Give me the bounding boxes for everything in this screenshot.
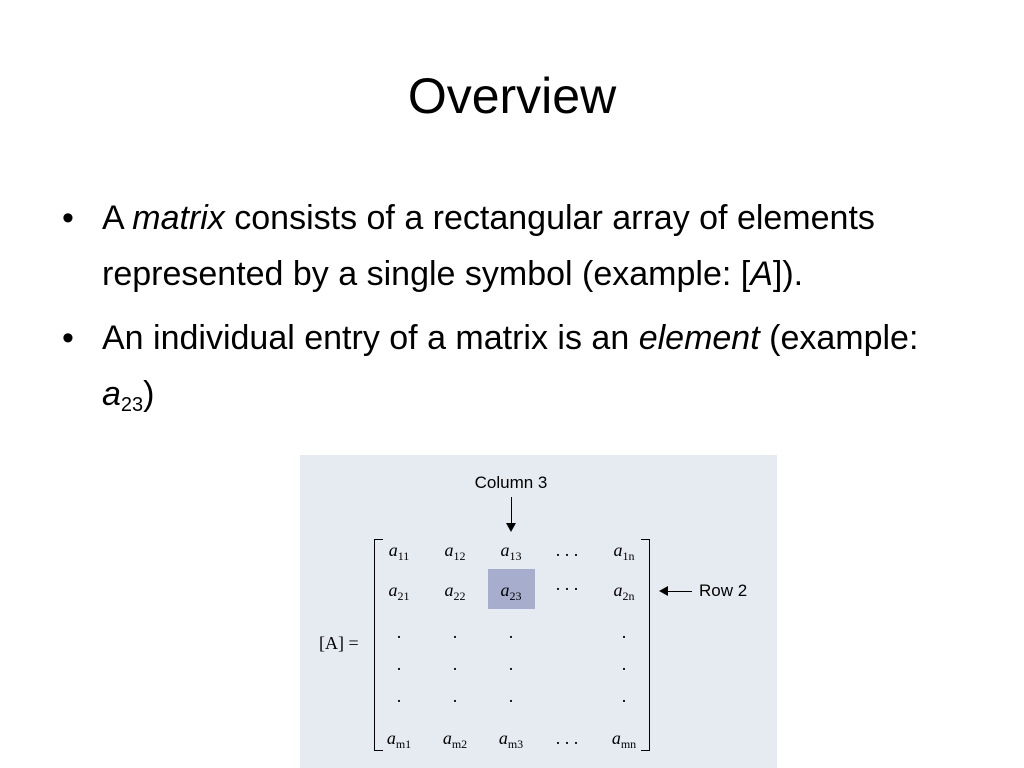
right-bracket <box>641 539 650 751</box>
matrix-element <box>431 621 479 643</box>
matrix-element <box>375 727 423 755</box>
matrix-element <box>487 685 535 707</box>
row-arrow-head <box>659 586 668 596</box>
symbol-a: a <box>102 375 121 413</box>
matrix-element <box>543 539 591 561</box>
matrix-element <box>487 539 535 567</box>
row-label: Row 2 <box>699 581 748 600</box>
matrix-element <box>600 579 648 607</box>
element-base: . <box>508 654 514 674</box>
matrix-element <box>487 579 535 607</box>
element-subscript: m2 <box>451 737 468 751</box>
matrix-element <box>487 727 535 755</box>
element-subscript: 11 <box>397 549 410 563</box>
element-subscript: m3 <box>507 737 524 751</box>
matrix-element <box>543 573 591 595</box>
element-base: . <box>621 622 627 642</box>
matrix-element <box>375 579 423 607</box>
matrix-element <box>431 579 479 607</box>
matrix-figure <box>300 455 777 768</box>
matrix-element <box>431 685 479 707</box>
element-base: . <box>621 654 627 674</box>
element-subscript: 2n <box>622 589 635 603</box>
element-subscript: 22 <box>453 589 466 603</box>
element-base: . <box>396 622 402 642</box>
matrix-element <box>431 539 479 567</box>
matrix-element <box>375 539 423 567</box>
element-base: a <box>442 728 452 748</box>
bullet-marker: • <box>62 319 74 357</box>
element-base: . <box>396 686 402 706</box>
element-base: a <box>444 540 454 560</box>
column-arrow-head <box>506 523 516 532</box>
element-subscript: m1 <box>395 737 412 751</box>
element-subscript: 21 <box>397 589 410 603</box>
element-subscript: 23 <box>509 589 522 603</box>
element-subscript: mn <box>620 737 637 751</box>
matrix-element <box>487 653 535 675</box>
element-base: a <box>613 580 623 600</box>
matrix-element <box>543 727 591 749</box>
element-base: . <box>452 686 458 706</box>
element-subscript: 13 <box>509 549 522 563</box>
term-matrix: matrix <box>132 199 225 237</box>
element-base: a <box>613 540 623 560</box>
element-base: . . . <box>555 728 579 748</box>
left-bracket <box>374 539 383 751</box>
slide-title: Overview <box>407 68 617 124</box>
element-base: a <box>388 540 398 560</box>
subscript: 23 <box>120 394 144 416</box>
matrix-element <box>600 621 648 643</box>
element-base: a <box>386 728 396 748</box>
element-base: a <box>500 580 510 600</box>
element-base: a <box>498 728 508 748</box>
matrix-element <box>487 621 535 643</box>
matrix-element <box>375 685 423 707</box>
element-base: a <box>611 728 621 748</box>
element-base: . . . <box>555 574 579 594</box>
element-base: a <box>500 540 510 560</box>
matrix-element <box>375 621 423 643</box>
matrix-element <box>431 727 479 755</box>
text-run: consists of a rectangular array of elements represented by a single symbol (example: [ <box>102 199 875 293</box>
element-base: . <box>621 686 627 706</box>
matrix-element <box>375 653 423 675</box>
element-base: a <box>388 580 398 600</box>
matrix-element <box>600 653 648 675</box>
matrix-element <box>431 653 479 675</box>
matrix-lhs: [A] = <box>319 633 359 653</box>
symbol-a: A <box>750 255 773 293</box>
element-subscript: 12 <box>453 549 466 563</box>
element-base: . <box>452 654 458 674</box>
element-base: . <box>396 654 402 674</box>
bullet-item <box>62 190 962 302</box>
text-run: An individual entry of a matrix is an <box>102 319 639 357</box>
term-element: element <box>638 319 760 357</box>
element-base: a <box>444 580 454 600</box>
bullet-marker: • <box>62 199 74 237</box>
element-base: . <box>452 622 458 642</box>
bullet-text <box>102 319 919 416</box>
bullet-list <box>62 190 962 441</box>
matrix-element <box>600 539 648 567</box>
matrix-element <box>600 685 648 707</box>
text-run: (example: <box>759 319 919 357</box>
matrix-element <box>600 727 648 755</box>
element-subscript: 1n <box>622 549 635 563</box>
text-run: ) <box>143 375 155 413</box>
element-base: . <box>508 686 514 706</box>
bullet-text <box>102 199 875 293</box>
column-label: Column 3 <box>474 473 548 492</box>
text-run: A <box>102 199 133 237</box>
element-base: . . . <box>555 540 579 560</box>
bullet-item <box>62 310 962 433</box>
element-base: . <box>508 622 514 642</box>
text-run: ]). <box>772 255 804 293</box>
